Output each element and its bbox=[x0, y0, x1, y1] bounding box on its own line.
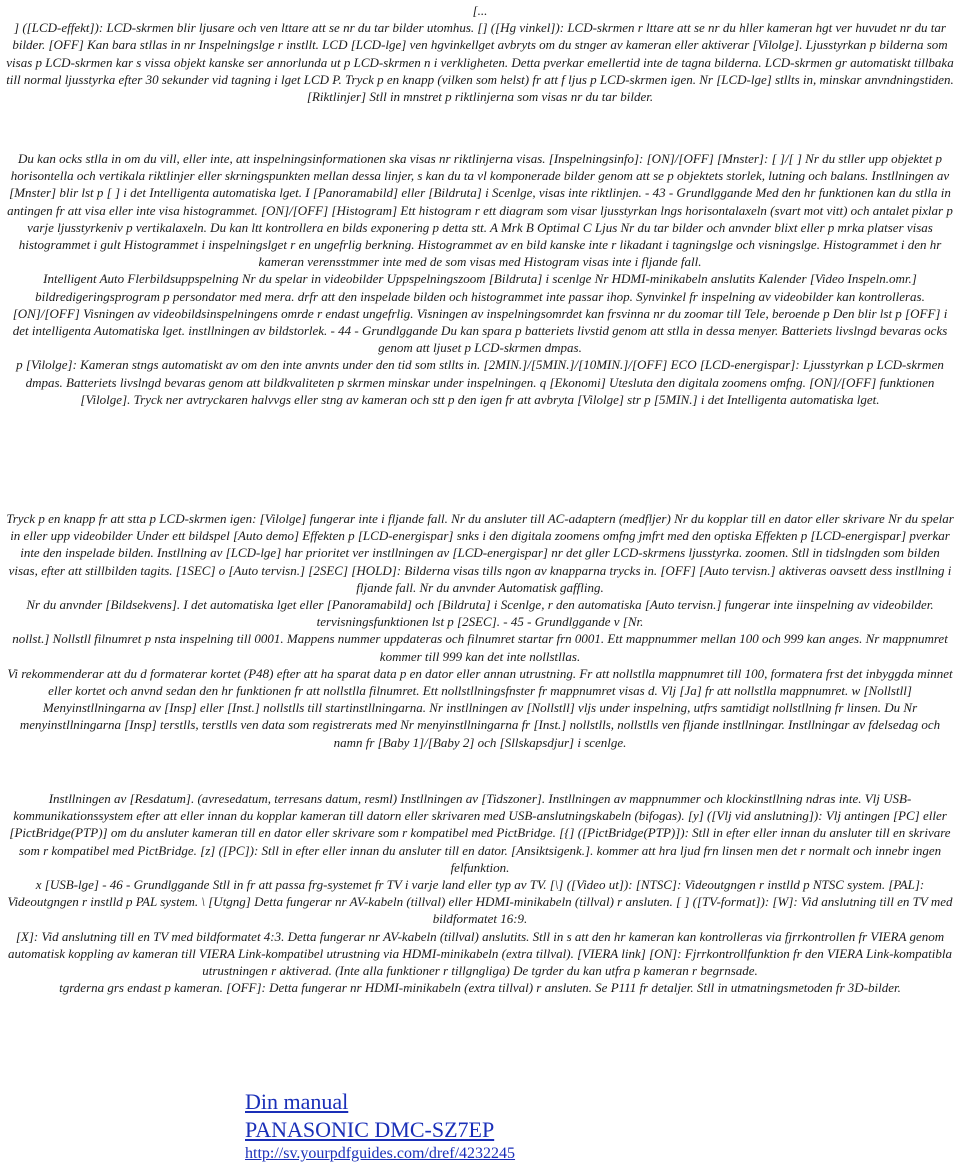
text-paragraph: Nr du anvnder [Bildsekvens]. I det automatiska lget eller [Panoramabild] och [Bildruta] i Scenlge, r den automatiska [Auto tervisn.] fungerar inte iinspelning av videobilder. tervisningsfunktionen lst p [2SEC]. - 45 - Grundlggande v [Nr. bbox=[26, 597, 934, 630]
top-text-block bbox=[4, 2, 956, 105]
text-paragraph: Vi rekommenderar att du d formaterar kortet (P48) efter att ha sparat data p en dator eller annan utrustning. Fr att nollstlla mappnumret till 100, formatera frst det inbyggda minnet eller kortet och anvnd sedan den hr funktionen fr att nollstlla filnumret. Ett nollstllningsfnster fr mappnumret visas d. Vlj [Ja] fr att nollstlla mappnumret. w [Nollstll] Menyinstllningarna av [Insp] eller [Inst.] nollstlls till startinstllningarna. Nr instllningen av [Nollstll] vljs under inspelning, utfrs samtidigt nollstllning fr linsen. Du Nr menyinstllningarna [Insp] terstlls, terstlls ven data som registrerats med Nr menyinstllningarna fr [Inst.] nollstlls, nollstlls ven fljande instllningar. Instllningar av fdelsedag och namn fr [Baby 1]/[Baby 2] och [Sllskapsdjur] i scenlge. bbox=[7, 665, 953, 750]
text-paragraph: [ON]/[OFF] Visningen av videobildsinspelningens omrde r endast ungefrlig. Visningen av inspelningsomrdet kan frsvinna nr du zoomar till Tele, beroende p Den blir lst p [OFF] i det intelligenta Automatiska lget. instllningen av bildstorlek. - 44 - Grundlggande Du kan spara p batteriets livstid genom att stlla in dessa menyer. Batteriets livslngd bevaras ocks genom att ljuset p LCD-skrmen dmpas. bbox=[12, 305, 948, 356]
bottom-text-block bbox=[4, 510, 956, 751]
manual-link[interactable]: Din manual bbox=[245, 1089, 349, 1114]
text-paragraph: x [USB-lge] - 46 - Grundlggande Stll in fr att passa frg-systemet fr TV i varje land eller typ av TV. [\] ([Video ut]): [NTSC]: Videoutgngen r instlld p NTSC system. [PAL]: Videoutgngen r instlld p PAL system. \ [Utgng] Detta fungerar nr AV-kabeln (tillval) eller HDMI-minikabeln (tillval) r ansluten. [ ] ([TV-format]): [W]: Vid anslutning till en TV med bildformatet 16:9. bbox=[7, 877, 953, 927]
text-paragraph: Intelligent Auto Flerbildsuppspelning Nr du spelar in videobilder Uppspelningszoom [Bildruta] i scenlge Nr HDMI-minikabeln anslutits Kalender [Video Inspeln.omr.] bildredigeringsprogram p persondator med mera. drfr att den inspelade bilden och histogrammet inte passar ihop. Synvinkel fr inspelning av videobilder kan kontrolleras. bbox=[35, 271, 925, 304]
text-paragraph: nollst.] Nollstll filnumret p nsta inspelning till 0001. Mappens nummer uppdateras och filnumret startar frn 0001. Ett mappnummer mellan 100 och 999 kan anges. Nr mappnumret kommer till 999 kan det inte nollstllas. bbox=[12, 631, 948, 664]
bottom2-text-block bbox=[4, 790, 956, 996]
text-paragraph: Instllningen av [Resdatum]. (avresedatum, terresans datum, resml) Instllningen av [Tidszoner]. Instllningen av mappnummer och klockinstllning ndras inte. Vlj USB-kommunikationssystem efter att eller innan du kopplar kameran till datorn eller skrivaren med USB-anslutningskabeln (bifogas). [y] ([Vlj vid anslutning]): Vlj antingen [PC] eller [PictBridge(PTP)] om du ansluter kameran till en dator eller skrivare som r kompatibel med PictBridge. [{] ([PictBridge(PTP)]): Stll in efter eller innan du ansluter till en skrivare som r kompatibel med PictBridge. [z] ([PC]): Stll in efter eller innan du ansluter till en dator. [Ansiktsigenk.]. kommer att hra ljud frn linsen men det r normalt och innebr ingen felfunktion. bbox=[9, 791, 951, 875]
text-line: [... bbox=[472, 3, 488, 18]
text-paragraph: Tryck p en knapp fr att stta p LCD-skrmen igen: [Vilolge] fungerar inte i fljande fall. Nr du ansluter till AC-adaptern (medfljer) Nr du kopplar till en dator eller skrivare Nr du spelar in eller upp videobilder Under ett bildspel [Auto demo] Effekten p [LCD-energispar] snks i den digitala zoomens omfng jmfrt med den optiska Effekten p [LCD-energispar] pverkar inte den inspelade bilden. Instllning av [LCD-lge] har prioritet ver instllningen av [LCD-energispar] nr det gller LCD-skrmens ljusstyrka. zoomen. Stll in tidslngden som bilden visas, efter att stillbilden tagits. [1SEC] o [Auto tervisn.] [2SEC] [HOLD]: Bilderna visas tills ngon av knapparna trycks in. [OFF] [Auto tervisn.] aktiveras oavsett dess instllning i fljande fall. Nr du anvnder Automatisk gaffling. bbox=[6, 511, 954, 595]
text-paragraph: p [Vilolge]: Kameran stngs automatiskt av om den inte anvnts under den tid som stllts in. [2MIN.]/[5MIN.]/[10MIN.]/[OFF] ECO [LCD-energispar]: Ljusstyrkan p LCD-skrmen dmpas. Batteriets livslngd bevaras genom att bildkvaliteten p skrmen minskar under inspelningen. q [Ekonomi] Utesluta den digitala zoomens omfng. [ON]/[OFF] funktionen [Vilolge]. Tryck ner avtryckaren halvvgs eller stng av kameran och stt p den igen fr att avbryta [Vilolge] str p [5MIN.] i det Intelligenta automatiska lget. bbox=[16, 357, 944, 407]
footer-links bbox=[245, 1088, 515, 1164]
model-link[interactable]: PANASONIC DMC-SZ7EP bbox=[245, 1117, 495, 1142]
text-paragraph: tgrderna grs endast p kameran. [OFF]: Detta fungerar nr HDMI-minikabeln (extra tillval) r ansluten. Se P111 fr detaljer. Stll in utmatningsmetoden fr 3D-bilder. bbox=[59, 980, 901, 996]
text-paragraph: ] ([LCD-effekt]): LCD-skrmen blir ljusare och ven lttare att se nr du tar bilder utomhus. [] ([Hg vinkel]): LCD-skrmen r lttare att se nr du hller kameran hgt ver huvudet nr du tar bilder. [OFF] Kan bara stllas in nr Inspelningslge r instllt. LCD [LCD-lge] ven hgvinkellget avbryts om du stnger av kameran eller aktiverar [Vilolge]. Ljusstyrkan p bilderna som visas p LCD-skrmen kar s vissa objekt kanske ser annorlunda ut p LCD-skrmen n i verkligheten. Detta pverkar emellertid inte de tagna bilderna. LCD-skrmen gr automatiskt tillbaka till normal ljusstyrka efter 30 sekunder vid tagning i lget LCD P. Tryck p en knapp (vilken som helst) fr att f ljus p LCD-skrmen igen. Nr [LCD-lge] stllts in, minskar anvndningstiden. [Riktlinjer] Stll in mnstret p riktlinjerna som visas nr du tar bilder. bbox=[6, 20, 954, 105]
text-paragraph: Du kan ocks stlla in om du vill, eller inte, att inspelningsinformationen ska visas nr riktlinjerna visas. [Inspelningsinfo]: [ON]/[OFF] [Mnster]: [ ]/[ ] Nr du stller upp objektet p horisontella och vertikala riktlinjer eller skrningspunkten mellan dessa linjer, s kan du ta vl komponerade bilder genom att se p objektets storlek, lutning och balans. Instllningen av [Mnster] blir lst p [ ] i det Intelligenta automatiska lget. I [Panoramabild] eller [Bildruta] i Scenlge, visas inte riktlinjen. - 43 - Grundlggande Med den hr funktionen kan du stlla in antingen fr att visa eller inte visa histogrammet. [ON]/[OFF] [Histogram] Ett histogram r ett diagram som visar ljusstyrkan lngs horisontalaxeln (svart mot vitt) och antalet pixlar p varje ljusstyrkeniv p vertikalaxeln. Du kan ltt kontrollera en bilds exponering p detta stt. A Mrk B Optimal C Ljus Nr du tar bilder och anvnder blixt eller p mrka platser visas histogrammet i gult Histogrammet i inspelningslget r en ungefrlig berkning. Histogrammet av en bild kanske inte r likadant i tagningslge och visningslge. Histogrammet i den hr kameran verensstmmer inte med de som visas med Histogram visas inte i fljande fall. bbox=[7, 151, 953, 270]
middle-text-block bbox=[4, 150, 956, 408]
text-paragraph: [X]: Vid anslutning till en TV med bildformatet 4:3. Detta fungerar nr AV-kabeln (tillval) anslutits. Stll in s att den hr kameran kan kontrolleras via fjrrkontrollen fr VIERA genom automatisk koppling av kameran till VIERA Link-kompatibel utrustning via HDMI-minikabeln (extra tillval). [VIERA link] [ON]: Fjrrkontrollfunktion fr den VIERA Link-kompatibla utrustningen r aktiverad. (Inte alla funktioner r tillgngliga) De tgrder du kan utfra p kameran r begrnsade. bbox=[7, 928, 953, 979]
url-link[interactable]: http://sv.yourpdfguides.com/dref/4232245 bbox=[245, 1145, 516, 1162]
